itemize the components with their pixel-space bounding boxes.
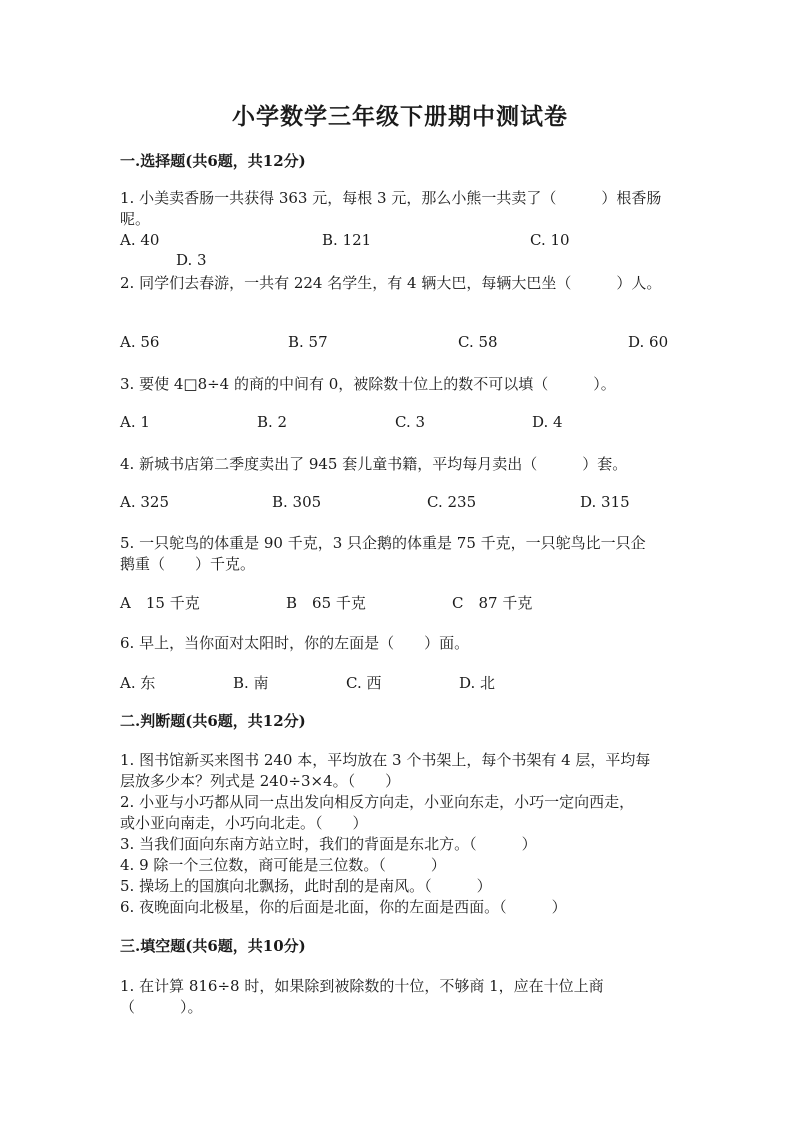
statement-text: 1. 图书馆新买来图书 240 本，平均放在 3 个书架上，每个书架有 4 层，平均每 — [120, 751, 651, 769]
option: B 65 千克 — [286, 594, 366, 612]
option: B. 57 — [288, 333, 328, 351]
option: C. 10 — [530, 231, 570, 249]
question-text: 6. 早上，当你面对太阳时，你的左面是（ ）面。 — [120, 634, 470, 652]
option: A. 325 — [120, 493, 169, 511]
section-heading-judgment: 二.判断题(共6题，共12分) — [120, 712, 306, 730]
option: D. 60 — [628, 333, 669, 351]
option: A. 40 — [120, 231, 160, 249]
option: B. 305 — [272, 493, 322, 511]
question-text: 2. 同学们去春游，一共有 224 名学生，有 4 辆大巴，每辆大巴坐（ ）人。 — [120, 274, 662, 292]
option: A. 56 — [120, 333, 160, 351]
section-heading-choice: 一.选择题(共6题，共12分) — [120, 152, 306, 170]
option: D. 4 — [532, 413, 563, 431]
option: B. 2 — [257, 413, 288, 431]
question-text: 呢。 — [120, 210, 151, 228]
option: A 15 千克 — [120, 594, 200, 612]
option: A. 东 — [120, 674, 156, 692]
statement-text: 或小亚向南走，小巧向北走。（ ） — [120, 814, 368, 832]
question-text: 4. 新城书店第二季度卖出了 945 套儿童书籍，平均每月卖出（ ）套。 — [120, 455, 628, 473]
statement-text: 6. 夜晚面向北极星，你的后面是北面，你的左面是西面。（ ） — [120, 898, 567, 916]
question-text: 5. 一只鸵鸟的体重是 90 千克，3 只企鹅的体重是 75 千克，一只鸵鸟比一只企 — [120, 534, 646, 552]
statement-text: 层放多少本？列式是 240÷3×4。（ ） — [120, 772, 401, 790]
statement-text: 5. 操场上的国旗向北飘扬，此时刮的是南风。（ ） — [120, 877, 492, 895]
option: D. 北 — [459, 674, 496, 692]
statement-text: 4. 9 除一个三位数，商可能是三位数。（ ） — [120, 856, 446, 874]
question-text: 1. 小美卖香肠一共获得 363 元，每根 3 元，那么小熊一共卖了（ ）根香肠 — [120, 189, 662, 207]
option: C. 58 — [458, 333, 498, 351]
option: B. 121 — [322, 231, 372, 249]
page-title: 小学数学三年级下册期中测试卷 — [232, 103, 568, 130]
option: D. 315 — [580, 493, 630, 511]
option: A. 1 — [120, 413, 150, 431]
question-text: （ ）。 — [120, 998, 203, 1016]
option: D. 3 — [176, 251, 207, 269]
statement-text: 3. 当我们面向东南方站立时，我们的背面是东北方。（ ） — [120, 835, 537, 853]
option: B. 南 — [233, 674, 269, 692]
statement-text: 2. 小亚与小巧都从同一点出发向相反方向走，小亚向东走，小巧一定向西走， — [120, 793, 635, 811]
section-heading-fill: 三.填空题(共6题，共10分) — [120, 937, 306, 955]
question-text: 鹅重（ ）千克。 — [120, 555, 256, 573]
option: C. 235 — [427, 493, 477, 511]
question-text: 3. 要使 4□8÷4 的商的中间有 0，被除数十位上的数不可以填（ ）。 — [120, 375, 616, 393]
option: C. 西 — [346, 674, 382, 692]
question-text: 1. 在计算 816÷8 时，如果除到被除数的十位，不够商 1，应在十位上商 — [120, 977, 604, 995]
option: C 87 千克 — [452, 594, 533, 612]
option: C. 3 — [395, 413, 426, 431]
